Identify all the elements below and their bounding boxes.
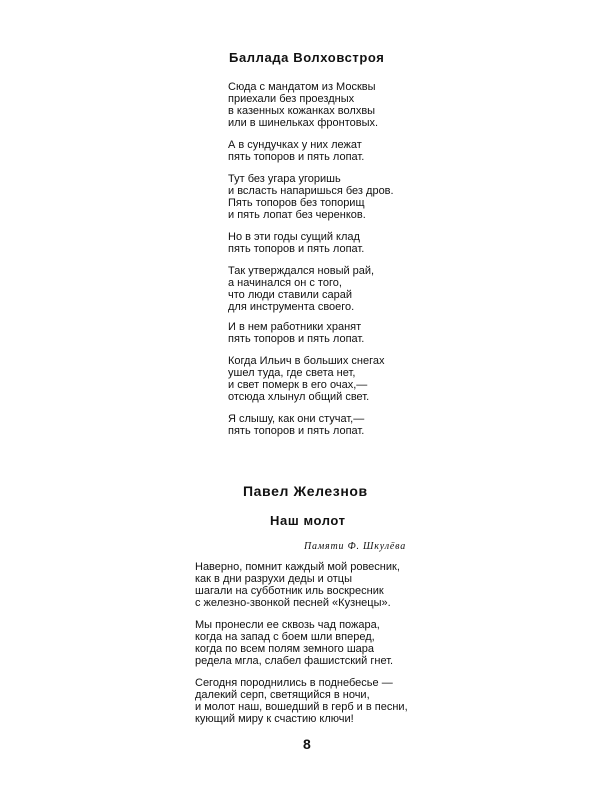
verse-line: Сюда с мандатом из Москвы xyxy=(228,81,376,93)
verse-line: Сегодня породнились в поднебесье — xyxy=(195,677,393,689)
verse-line: и пять лопат без черенков. xyxy=(228,209,366,221)
verse-line: Пять топоров без топорищ xyxy=(228,197,365,209)
verse-line: с железно-звонкой песней «Кузнецы». xyxy=(195,597,391,609)
verse-line: пять топоров и пять лопат. xyxy=(228,333,365,345)
verse-line: когда по всем полям земного шара xyxy=(195,643,374,655)
verse-line: Когда Ильич в больших снегах xyxy=(228,355,385,367)
verse-line: для инструмента своего. xyxy=(228,301,355,313)
verse-line: когда на запад с боем шли вперед, xyxy=(195,631,375,643)
stanza xyxy=(195,677,408,725)
verse-line: отсюда хлынул общий свет. xyxy=(228,391,370,403)
poem-title: Наш молот xyxy=(270,513,346,528)
stanza xyxy=(228,81,378,129)
verse-line: а начинался он с того, xyxy=(228,277,342,289)
verse-line: что люди ставили сарай xyxy=(228,289,353,301)
verse-line: пять топоров и пять лопат. xyxy=(228,243,365,255)
stanza xyxy=(228,231,364,255)
verse-line: ушел туда, где света нет, xyxy=(228,367,356,379)
verse-line: и всласть напаришься без дров. xyxy=(228,185,394,197)
verse-line: далекий серп, светящийся в ночи, xyxy=(195,689,370,701)
stanza xyxy=(195,561,400,609)
stanza xyxy=(228,173,394,221)
stanza xyxy=(228,139,364,163)
verse-line: Мы пронесли ее сквозь чад пожара, xyxy=(195,619,380,631)
verse-line: пять топоров и пять лопат. xyxy=(228,151,365,163)
stanza xyxy=(228,413,364,437)
verse-line: и молот наш, вошедший в герб и в песни, xyxy=(195,701,408,713)
verse-line: кующий миру к счастию ключи! xyxy=(195,713,354,725)
stanza xyxy=(228,265,374,313)
poem-title: Баллада Волховстроя xyxy=(229,50,385,65)
stanza xyxy=(228,321,364,345)
verse-line: Но в эти годы сущий клад xyxy=(228,231,360,243)
verse-line: пять топоров и пять лопат. xyxy=(228,425,365,437)
stanza xyxy=(228,355,384,403)
verse-line: как в дни разрухи деды и отцы xyxy=(195,573,352,585)
verse-line: редела мгла, слабел фашистский гнет. xyxy=(195,655,394,667)
verse-line: Я слышу, как они стучат,— xyxy=(228,413,365,425)
verse-line: в казенных кожанках волхвы xyxy=(228,105,376,117)
verse-line: Наверно, помнит каждый мой ровесник, xyxy=(195,561,400,573)
author-name: Павел Железнов xyxy=(243,483,368,499)
verse-line: приехали без проездных xyxy=(228,93,355,105)
verse-line: шагали на субботник иль воскресник xyxy=(195,585,384,597)
page-number: 8 xyxy=(303,736,311,752)
dedication: Памяти Ф. Шкулёва xyxy=(304,541,406,552)
verse-line: или в шинельках фронтовых. xyxy=(228,117,379,129)
verse-line: А в сундучках у них лежат xyxy=(228,139,362,151)
verse-line: и свет померк в его очах,— xyxy=(228,379,368,391)
verse-line: И в нем работники хранят xyxy=(228,321,362,333)
stanza xyxy=(195,619,393,667)
verse-line: Так утверждался новый рай, xyxy=(228,265,375,277)
verse-line: Тут без угара угоришь xyxy=(228,173,341,185)
